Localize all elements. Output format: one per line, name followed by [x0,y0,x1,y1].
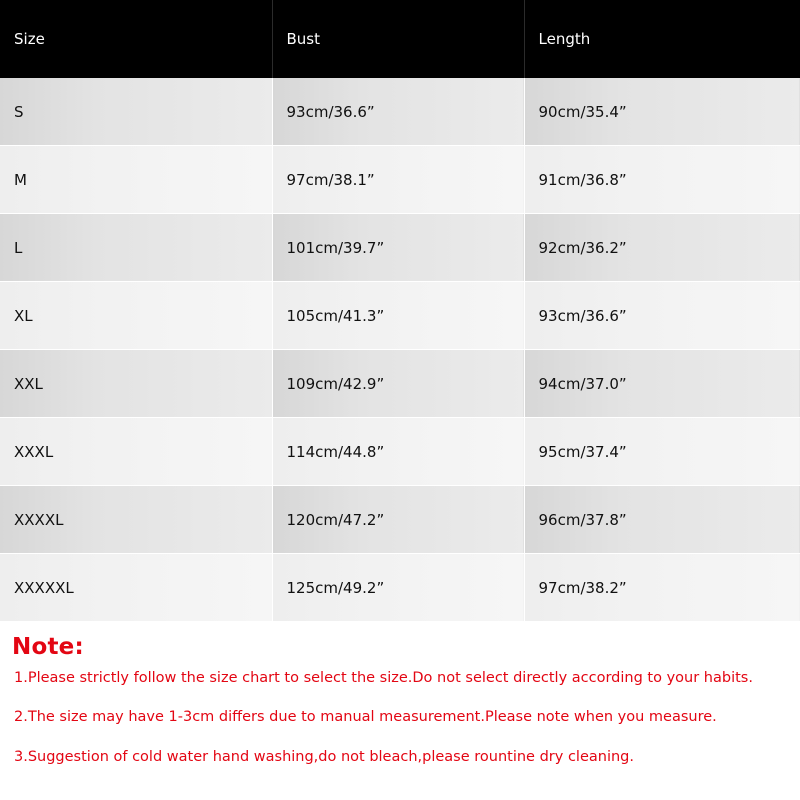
cell-bust: 109cm/42.9” [272,350,524,418]
table-row [0,214,800,282]
cell-bust: 125cm/49.2” [272,554,524,622]
cell-bust: 114cm/44.8” [272,418,524,486]
table-row [0,554,800,622]
note-line-2: 2.The size may have 1-3cm differs due to manual measurement.Please note when you measure. [14,709,717,726]
cell-length: 90cm/35.4” [524,78,800,146]
cell-size: M [0,146,272,214]
cell-length: 91cm/36.8” [524,146,800,214]
cell-bust: 101cm/39.7” [272,214,524,282]
table-header [0,0,800,78]
notes-section [0,622,800,766]
cell-bust: 97cm/38.1” [272,146,524,214]
cell-size: L [0,214,272,282]
table-row [0,78,800,146]
note-line-3: 3.Suggestion of cold water hand washing,do not bleach,please rountine dry cleaning. [14,748,634,765]
cell-length: 93cm/36.6” [524,282,800,350]
cell-length: 95cm/37.4” [524,418,800,486]
table-row [0,418,800,486]
table-row [0,282,800,350]
table-body [0,78,800,622]
cell-size: XL [0,282,272,350]
table-row [0,350,800,418]
table-header-row [0,0,800,78]
cell-bust: 120cm/47.2” [272,486,524,554]
cell-size: XXXXL [0,486,272,554]
column-header-length: Length [524,0,800,78]
cell-length: 94cm/37.0” [524,350,800,418]
cell-size: XXXXXL [0,554,272,622]
cell-size: XXL [0,350,272,418]
cell-size: XXXL [0,418,272,486]
cell-bust: 93cm/36.6” [272,78,524,146]
table-row [0,486,800,554]
cell-length: 96cm/37.8” [524,486,800,554]
cell-size: S [0,78,272,146]
cell-length: 92cm/36.2” [524,214,800,282]
table-row [0,146,800,214]
note-line-1: 1.Please strictly follow the size chart to select the size.Do not select directly according to your habits. [14,670,753,686]
cell-bust: 105cm/41.3” [272,282,524,350]
notes-title: Note: [12,634,84,660]
column-header-bust: Bust [272,0,524,78]
column-header-size: Size [0,0,272,78]
cell-length: 97cm/38.2” [524,554,800,622]
